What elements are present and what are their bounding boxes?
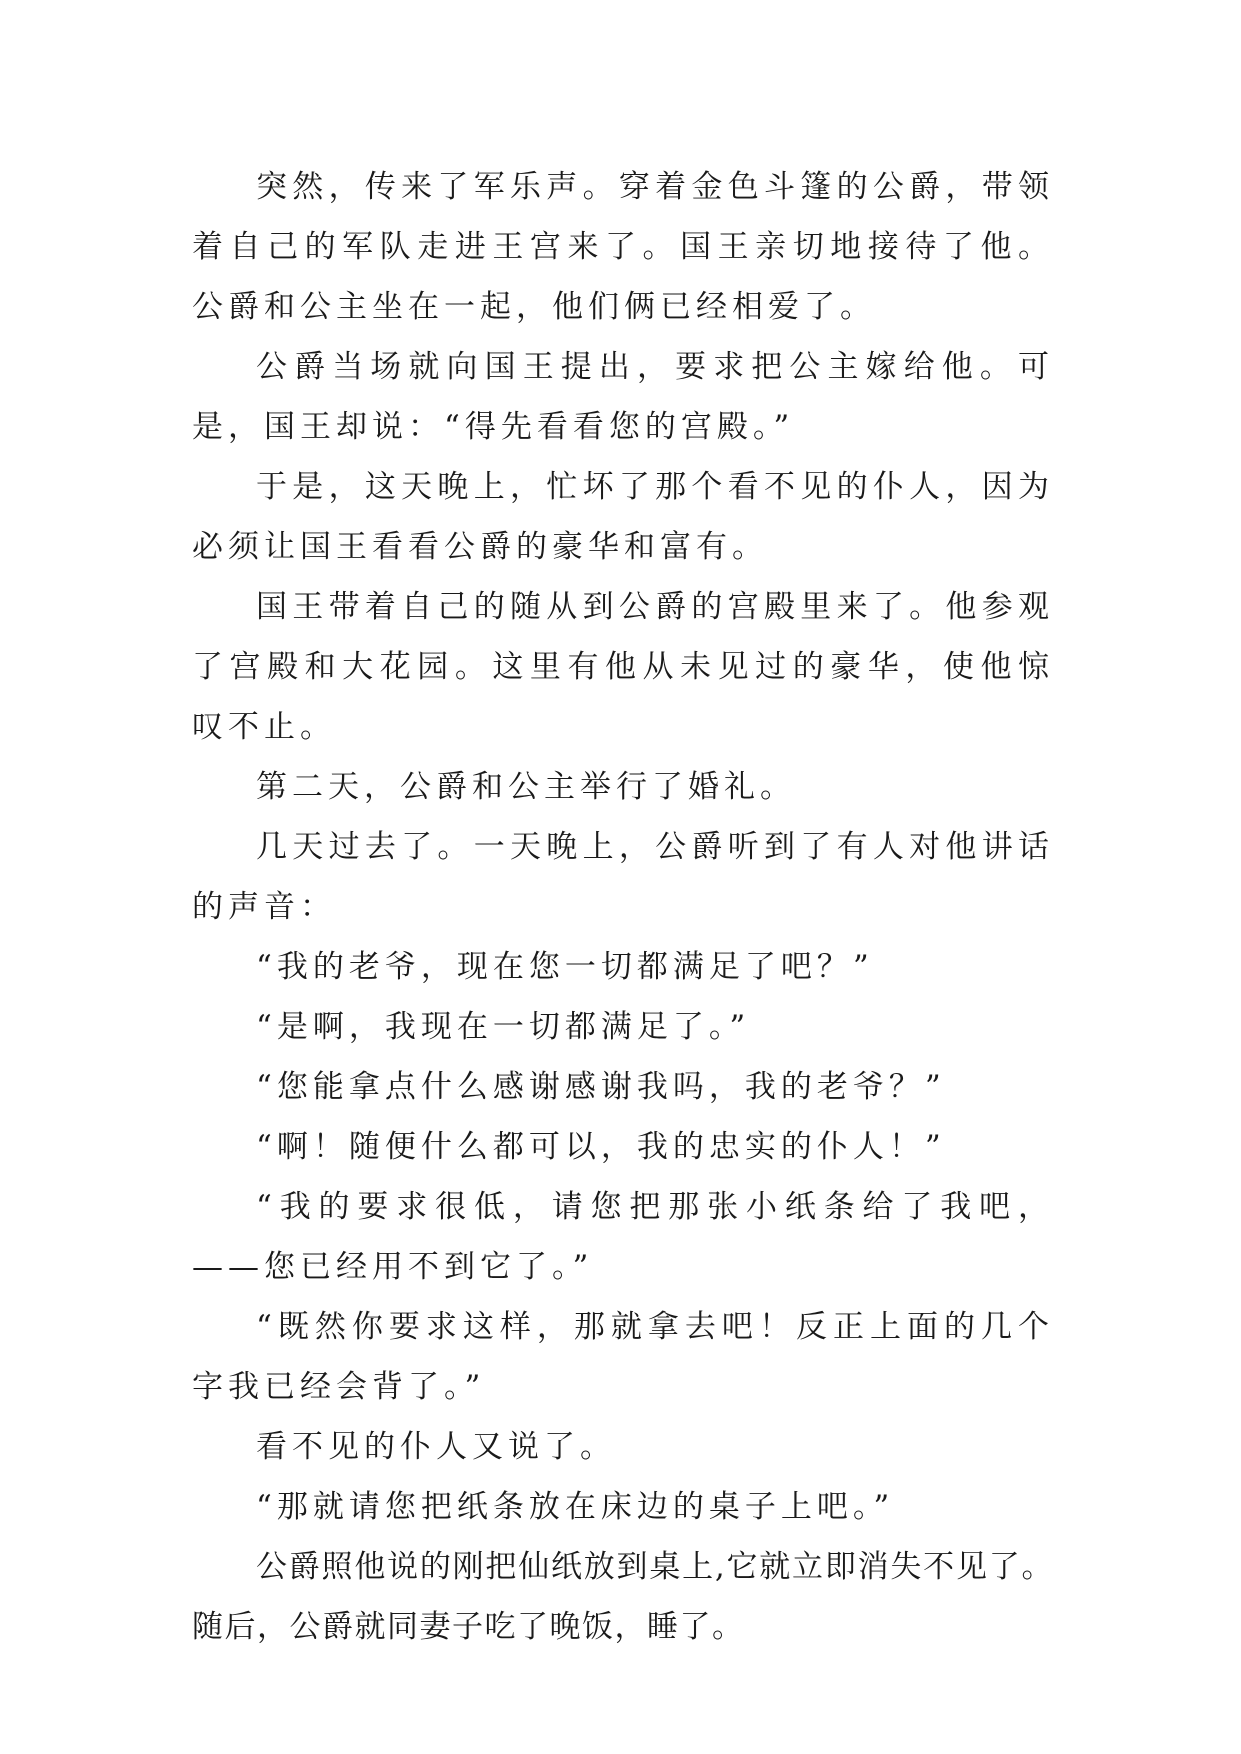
paragraph: 公爵当场就向国王提出，要求把公主嫁给他。可是，国王却说：“得先看看您的宫殿。” (192, 349, 1054, 445)
paragraph: “那就请您把纸条放在床边的桌子上吧。” (256, 1489, 895, 1525)
paragraph: “既然你要求这样，那就拿去吧！反正上面的几个字我已经会背了。” (192, 1309, 1054, 1405)
paragraph: 突然，传来了军乐声。穿着金色斗篷的公爵，带领着自己的军队走进王宫来了。国王亲切地接待了他。公爵和公主坐在一起，他们俩已经相爱了。 (192, 169, 1054, 325)
paragraph: “是啊，我现在一切都满足了。” (256, 1009, 751, 1045)
paragraph: 几天过去了。一天晚上，公爵听到了有人对他讲话的声音： (192, 829, 1054, 925)
paragraph: 于是，这天晚上，忙坏了那个看不见的仆人，因为必须让国王看看公爵的豪华和富有。 (192, 469, 1054, 565)
paragraph: “我的要求很低，请您把那张小纸条给了我吧，——您已经用不到它了。” (192, 1189, 1054, 1285)
paragraph: “您能拿点什么感谢感谢我吗，我的老爷？” (256, 1069, 946, 1105)
paragraph: “啊！随便什么都可以，我的忠实的仆人！” (256, 1129, 946, 1165)
paragraph: 公爵照他说的刚把仙纸放到桌上,它就立即消失不见了。随后，公爵就同妻子吃了晚饭，睡了。 (192, 1549, 1054, 1645)
paragraph: 看不见的仆人又说了。 (256, 1429, 616, 1465)
document-page (192, 157, 1054, 1657)
paragraph: “我的老爷，现在您一切都满足了吧？” (256, 949, 874, 985)
paragraph: 第二天，公爵和公主举行了婚礼。 (256, 769, 796, 805)
paragraph: 国王带着自己的随从到公爵的宫殿里来了。他参观了宫殿和大花园。这里有他从未见过的豪华，使他惊叹不止。 (192, 589, 1054, 745)
